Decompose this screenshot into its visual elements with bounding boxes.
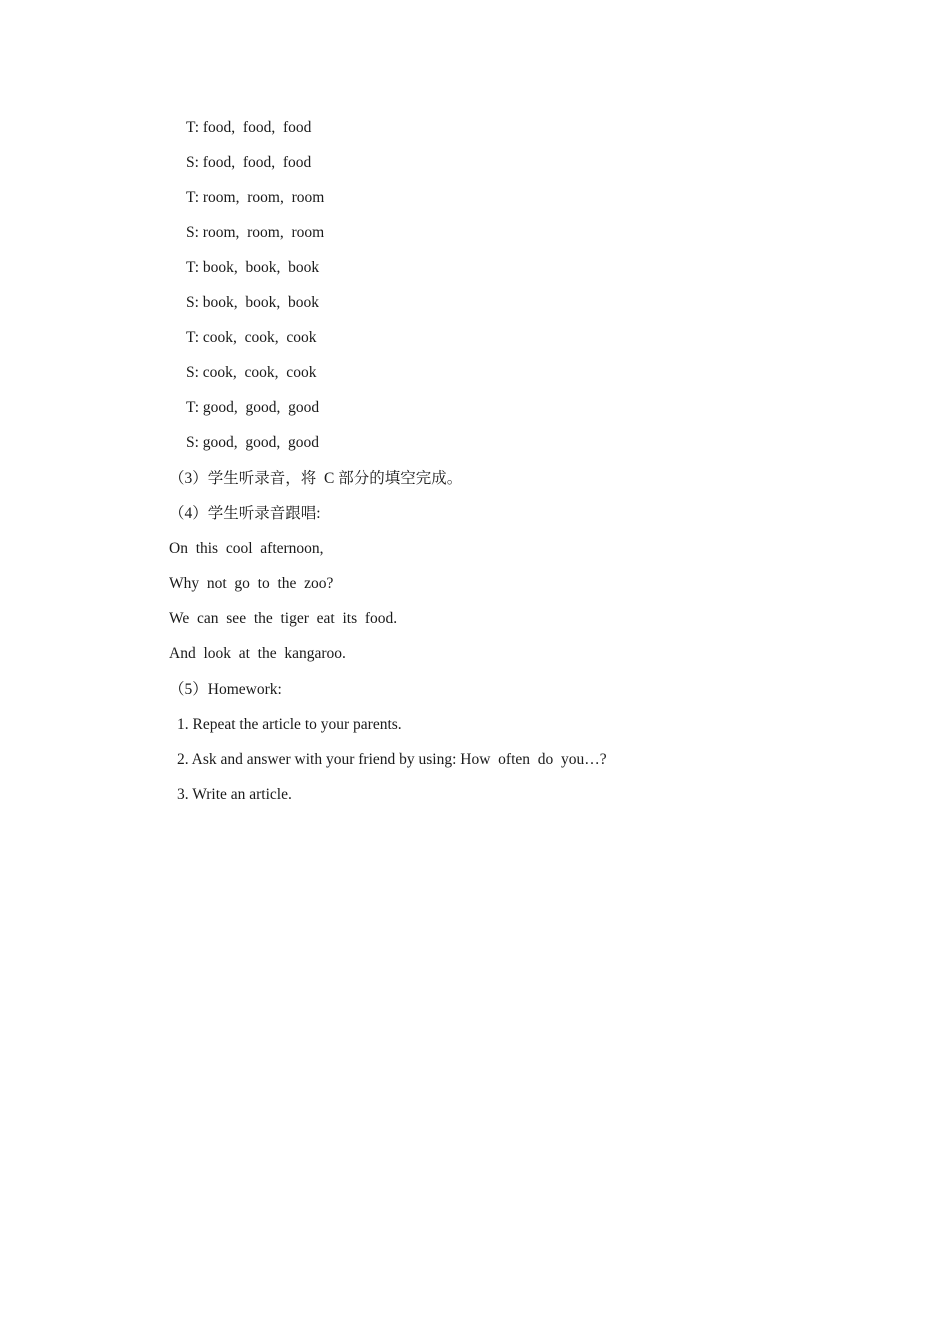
song-line: And look at the kangaroo. xyxy=(169,645,346,662)
song-line: We can see the tiger eat its food. xyxy=(169,610,398,627)
homework-item: 3. Write an article. xyxy=(177,786,292,803)
step-5-instruction: （5）Homework: xyxy=(169,681,282,698)
homework-item: 1. Repeat the article to your parents. xyxy=(177,716,402,733)
drill-line: S: good, good, good xyxy=(186,434,320,451)
step-4-instruction: （4）学生听录音跟唱: xyxy=(169,505,321,522)
drill-line: T: good, good, good xyxy=(186,399,320,416)
drill-line: S: food, food, food xyxy=(186,154,312,171)
drill-line: T: book, book, book xyxy=(186,259,320,276)
drill-line: T: food, food, food xyxy=(186,119,312,136)
drill-line: S: book, book, book xyxy=(186,294,320,311)
step-3-instruction: （3）学生听录音，将 C 部分的填空完成。 xyxy=(169,470,463,487)
homework-item: 2. Ask and answer with your friend by using: How often do you…? xyxy=(177,751,607,768)
drill-line: T: room, room, room xyxy=(186,189,325,206)
song-line: Why not go to the zoo? xyxy=(169,575,334,592)
drill-line: S: cook, cook, cook xyxy=(186,364,317,381)
drill-line: T: cook, cook, cook xyxy=(186,329,317,346)
song-line: On this cool afternoon, xyxy=(169,540,324,557)
drill-line: S: room, room, room xyxy=(186,224,325,241)
